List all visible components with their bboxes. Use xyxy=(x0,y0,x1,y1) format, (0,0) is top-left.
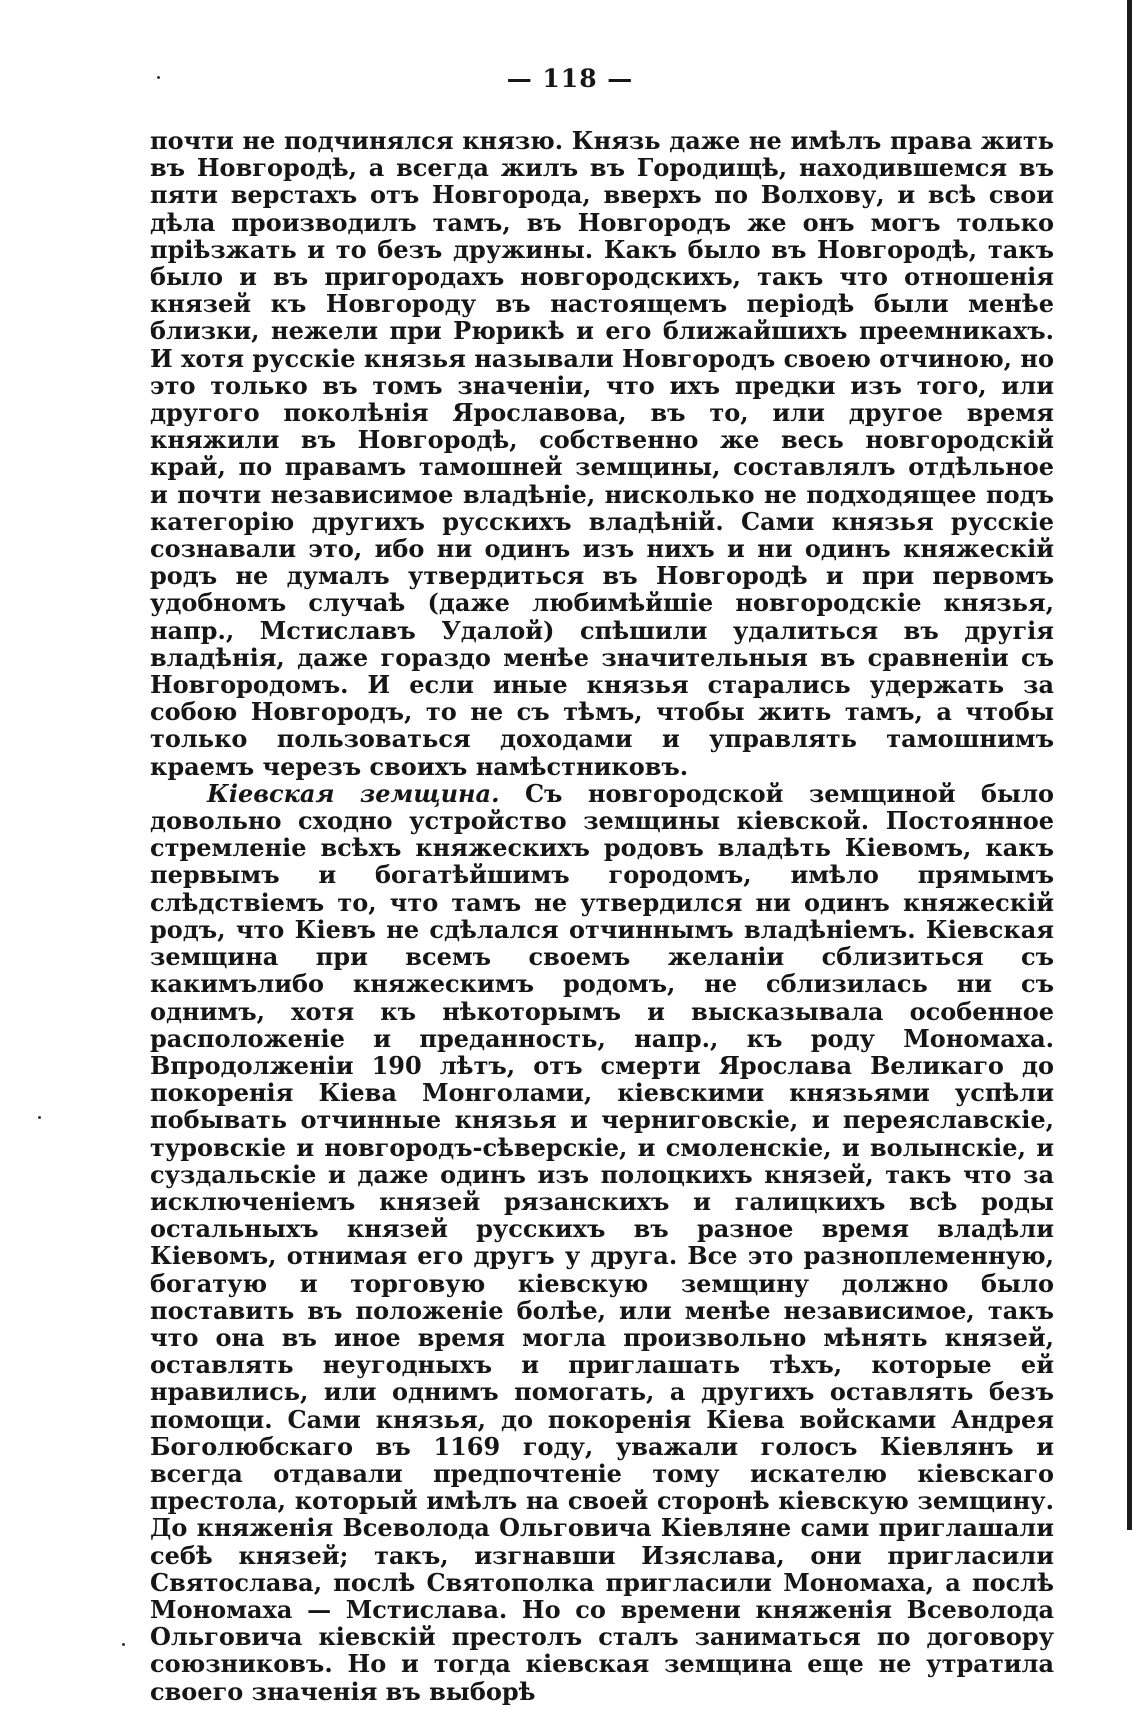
scan-page-edge xyxy=(1127,0,1132,1530)
paragraph-novgorod-continuation xyxy=(150,127,1054,780)
scan-speck xyxy=(122,1643,125,1646)
text-body xyxy=(150,127,1054,1705)
paragraph-kiev-zemshchina xyxy=(150,780,1054,1705)
paragraph-text: почти не подчинялся князю. Князь даже не имѣлъ права жить въ Новгородѣ, а всегда жилъ въ Городищѣ, находившемся въ пяти верстахъ отъ Новгорода, вверхъ по Волхову, и всѣ свои дѣла производилъ тамъ, въ Новгородъ же онъ могъ только пріѣзжать и то безъ дружины. Какъ было въ Новгородѣ, такъ было и въ пригородахъ новгородскихъ, такъ что отношенія князей къ Новгороду въ настоящемъ періодѣ были менѣе близки, нежели при Рюрикѣ и его ближайшихъ преемникахъ. И хотя русскіе князья называли Новгородъ своею отчиною, но это только въ томъ значеніи, что ихъ предки изъ того, или другого поколѣнія Ярославова, въ то, или другое время княжили въ Новгородѣ, собственно же весь новгородскій край, по правамъ тамошней земщины, составлялъ отдѣльное и почти независимое владѣніе, нисколько не подходящее подъ категорію другихъ русскихъ владѣній. Сами князья русскіе сознавали это, ибо ни одинъ изъ нихъ и ни одинъ княжескій родъ не думалъ утвердиться въ Новгородѣ и при первомъ удобномъ случаѣ (даже любимѣйшіе новгородскіе князья, напр., Мстиславъ Удалой) спѣшили удалиться въ другія владѣнія, даже гораздо менѣе значительныя въ сравненіи съ Новгородомъ. И если иные князья старались удержать за собою Новгородъ, то не съ тѣмъ, чтобы жить тамъ, а чтобы только пользоваться доходами и управлять тамошнимъ краемъ черезъ своихъ намѣстниковъ. xyxy=(150,126,1054,781)
paragraph-text: Съ новгородской земщиной было довольно сходно устройство земщины кіевской. Постоянное стремленіе всѣхъ княжескихъ родовъ владѣть Кіевомъ, какъ первымъ и богатѣйшимъ городомъ, имѣло прямымъ слѣдствіемъ то, что тамъ не утвердился ни одинъ княжескій родъ, что Кіевъ не сдѣлался отчиннымъ владѣніемъ. Кіевская земщина при всемъ своемъ желаніи сблизиться съ какимълибо княжескимъ родомъ, не сблизилась ни съ однимъ, хотя къ нѣкоторымъ и высказывала особенное расположеніе и преданность, напр., къ роду Мономаха. Впродолженіи 190 лѣтъ, отъ смерти Ярослава Великаго до покоренія Кіева Монголами, кіевскими князьями успѣли побывать отчинные князья и черниговскіе, и переяславскіе, туровскіе и новгородъ-сѣверскіе, и смоленскіе, и волынскіе, и суздальскіе и даже одинъ изъ полоцкихъ князей, такъ что за исключеніемъ князей рязанскихъ и галицкихъ всѣ роды остальныхъ князей русскихъ въ разное время владѣли Кіевомъ, отнимая его другъ у друга. Все это разноплеменную, богатую и торговую кіевскую земщину должно было поставить въ положеніе болѣе, или менѣе независимое, такъ что она въ иное время могла произвольно мѣнять князей, оставлять неугодныхъ и приглашать тѣхъ, которые ей нравились, или однимъ помогать, а другихъ оставлять безъ помощи. Сами князья, до покоренія Кіева войсками Андрея Боголюбскаго въ 1169 году, уважали голосъ Кіевлянъ и всегда отдавали предпочтеніе тому искателю кіевскаго престола, который имѣлъ на своей сторонѣ кіевскую земщину. До княженія Всеволода Ольговича Кіевляне сами приглашали себѣ князей; такъ, изгнавши Изяслава, они пригласили Святослава, послѣ Святополка пригласили Мономаха, а послѣ Мономаха — Мстислава. Но со времени княженія Всеволода Ольговича кіевскій престолъ сталъ заниматься по договору союзниковъ. Но и тогда кіевская земщина еще не утратила своего значенія въ выборѣ xyxy=(150,778,1055,1706)
page-number: — 118 — xyxy=(506,64,634,93)
section-heading: Кіевская земщина. xyxy=(207,778,500,808)
scan-speck xyxy=(38,1116,41,1119)
